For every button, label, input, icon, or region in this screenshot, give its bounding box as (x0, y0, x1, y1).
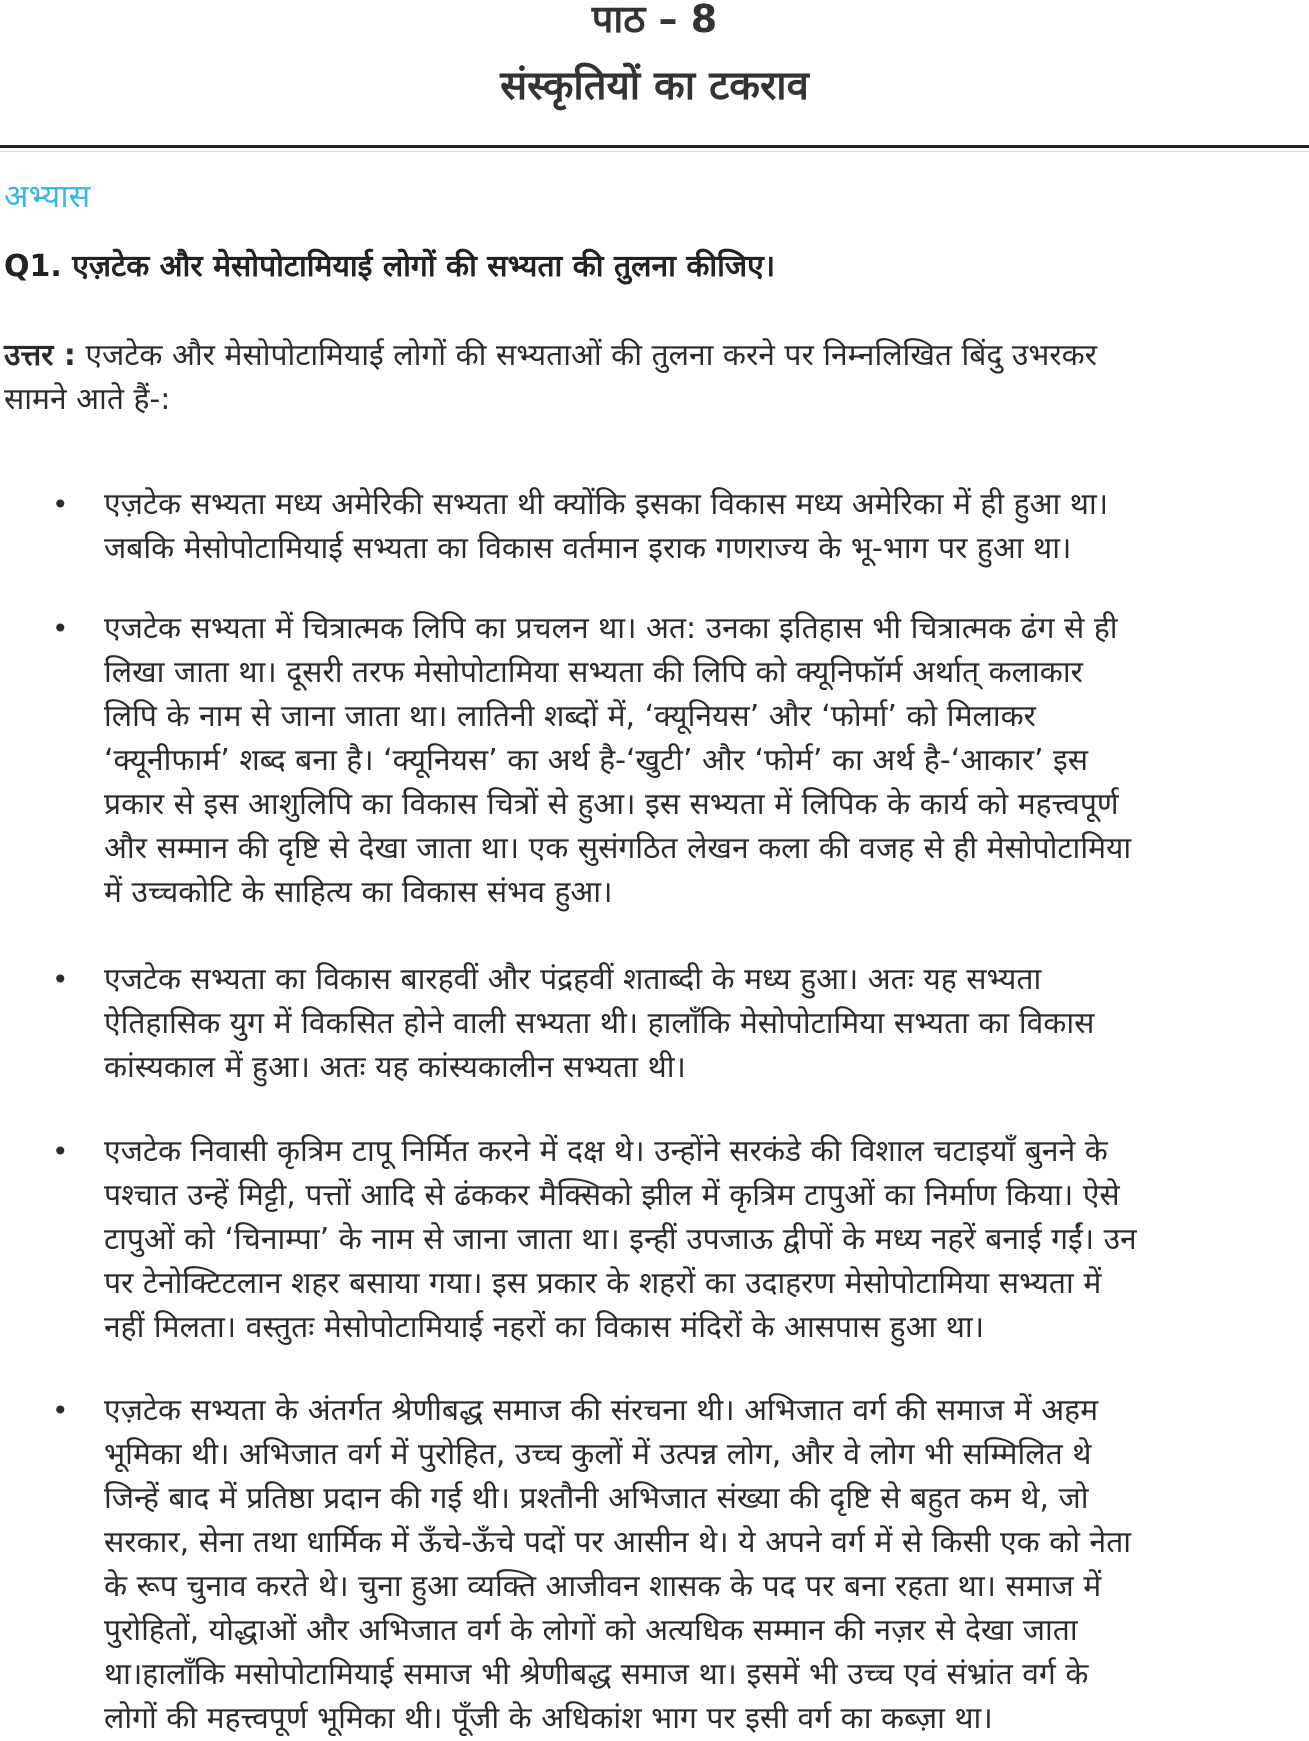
text-line: प्रकार से इस आशुलिपि का विकास चित्रों से हुआ। इस सभ्यता में लिपिक के कार्य को महत्त्वपूर्ण (104, 787, 1119, 822)
text-line: पर टेनोक्टिटलान शहर बसाया गया। इस प्रकार के शहरों का उदाहरण मेसोपोटामिया सभ्यता में (104, 1266, 1102, 1301)
bullet-text (104, 1389, 1131, 1741)
text-line: के रूप चुनाव करते थे। चुना हुआ व्यक्ति आजीवन शासक के पद पर बना रहता था। समाज में (104, 1569, 1102, 1604)
text-line: एज़टेक सभ्यता मध्य अमेरिकी सभ्यता थी क्योंकि इसका विकास मध्य अमेरिका में ही हुआ था। (104, 487, 1109, 522)
answer-intro (4, 334, 1097, 422)
text-line: एज़टेक सभ्यता के अंतर्गत श्रेणीबद्ध समाज की संरचना थी। अभिजात वर्ग की समाज में अहम (104, 1393, 1099, 1428)
chapter-title: संस्कृतियों का टकराव (500, 63, 809, 109)
text-line: नहीं मिलता। वस्तुतः मेसोपोटामियाई नहरों का विकास मंदिरों के आसपास हुआ था। (104, 1310, 985, 1345)
text-line: लोगों की महत्त्वपूर्ण भूमिका थी। पूँजी के अधिकांश भाग पर इसी वर्ग का कब्ज़ा था। (104, 1701, 993, 1736)
text-line: ऐतिहासिक युग में विकसित होने वाली सभ्यता थी। हालाँकि मेसोपोटामिया सभ्यता का विकास (104, 1006, 1095, 1041)
bullet-icon: • (52, 612, 69, 645)
text-line: था।हालाँकि मसोपोटामियाई समाज भी श्रेणीबद्ध समाज था। इसमें भी उच्च एवं संभ्रांत वर्ग के (104, 1657, 1089, 1692)
text-line: में उच्चकोटि के साहित्य का विकास संभव हुआ। (104, 875, 613, 910)
text-line: पुरोहितों, योद्धाओं और अभिजात वर्ग के लोगों को अत्यधिक सम्मान की नज़र से देखा जाता (104, 1613, 1078, 1648)
text-line: लिपि के नाम से जाना जाता था। लातिनी शब्दों में, ‘क्यूनियस’ और ‘फोर्मा’ को मिलाकर (104, 699, 1036, 734)
bullet-text (104, 1130, 1137, 1350)
text-line: टापुओं को ‘चिनाम्पा’ के नाम से जाना जाता था। इन्हीं उपजाऊ द्वीपों के मध्य नहरें बनाई गईं। उन (104, 1222, 1137, 1257)
divider-shadow (0, 151, 1309, 152)
bullet-text (104, 483, 1108, 571)
chapter-number: पाठ – 8 (591, 0, 718, 41)
text-line: लिखा जाता था। दूसरी तरफ मेसोपोटामिया सभ्यता की लिपि को क्यूनिफॉर्म अर्थात् कलाकार (104, 655, 1083, 690)
text-line: ‘क्यूनीफार्म’ शब्द बना है। ‘क्यूनियस’ का अर्थ है-‘खुटी’ और ‘फोर्म’ का अर्थ है-‘आकार’ इस (104, 743, 1089, 778)
text-line: जिन्हें बाद में प्रतिष्ठा प्रदान की गई थी। प्रश्तौनी अभिजात संख्या की दृष्टि से बहुत कम थे, जो (104, 1481, 1089, 1516)
bullet-icon: • (52, 1135, 69, 1168)
text-line: एजटेक निवासी कृत्रिम टापू निर्मित करने में दक्ष थे। उन्होंने सरकंडे की विशाल चटाइयाँ बुनने के (104, 1134, 1108, 1169)
divider (0, 145, 1309, 148)
answer-label: उत्तर : (4, 338, 76, 373)
bullet-icon: • (52, 1394, 69, 1427)
answer-line: सामने आते हैं-: (4, 382, 171, 417)
bullet-text (104, 958, 1094, 1090)
text-line: सरकार, सेना तथा धार्मिक में ऊँचे-ऊँचे पदों पर आसीन थे। ये अपने वर्ग में से किसी एक को नेता (104, 1525, 1132, 1560)
answer-line: एजटेक और मेसोपोटामियाई लोगों की सभ्यताओं की तुलना करने पर निम्नलिखित बिंदु उभरकर (75, 338, 1097, 373)
text-line: पश्चात उन्हें मिट्टी, पत्तों आदि से ढंककर मैक्सिको झील में कृत्रिम टापुओं का निर्माण किया। ऐसे (104, 1178, 1120, 1213)
question: Q1. एज़टेक और मेसोपोटामियाई लोगों की सभ्यता की तुलना कीजिए। (4, 249, 776, 284)
text-line: भूमिका थी। अभिजात वर्ग में पुरोहित, उच्च कुलों में उत्पन्न लोग, और वे लोग भी सम्मिलित थे (104, 1437, 1092, 1472)
text-line: और सम्मान की दृष्टि से देखा जाता था। एक सुसंगठित लेखन कला की वजह से ही मेसोपोटामिया (104, 831, 1132, 866)
bullet-icon: • (52, 488, 69, 521)
bullet-icon: • (52, 963, 69, 996)
text-line: एजटेक सभ्यता का विकास बारहवीं और पंद्रहवीं शताब्दी के मध्य हुआ। अतः यह सभ्यता (104, 962, 1042, 997)
text-line: कांस्यकाल में हुआ। अतः यह कांस्यकालीन सभ्यता थी। (104, 1050, 686, 1085)
bullet-text (104, 607, 1131, 915)
section-heading: अभ्यास (4, 177, 91, 215)
text-line: एजटेक सभ्यता में चित्रात्मक लिपि का प्रचलन था। अत: उनका इतिहास भी चित्रात्मक ढंग से ही (104, 611, 1118, 646)
text-line: जबकि मेसोपोटामियाई सभ्यता का विकास वर्तमान इराक गणराज्य के भू-भाग पर हुआ था। (104, 531, 1072, 566)
